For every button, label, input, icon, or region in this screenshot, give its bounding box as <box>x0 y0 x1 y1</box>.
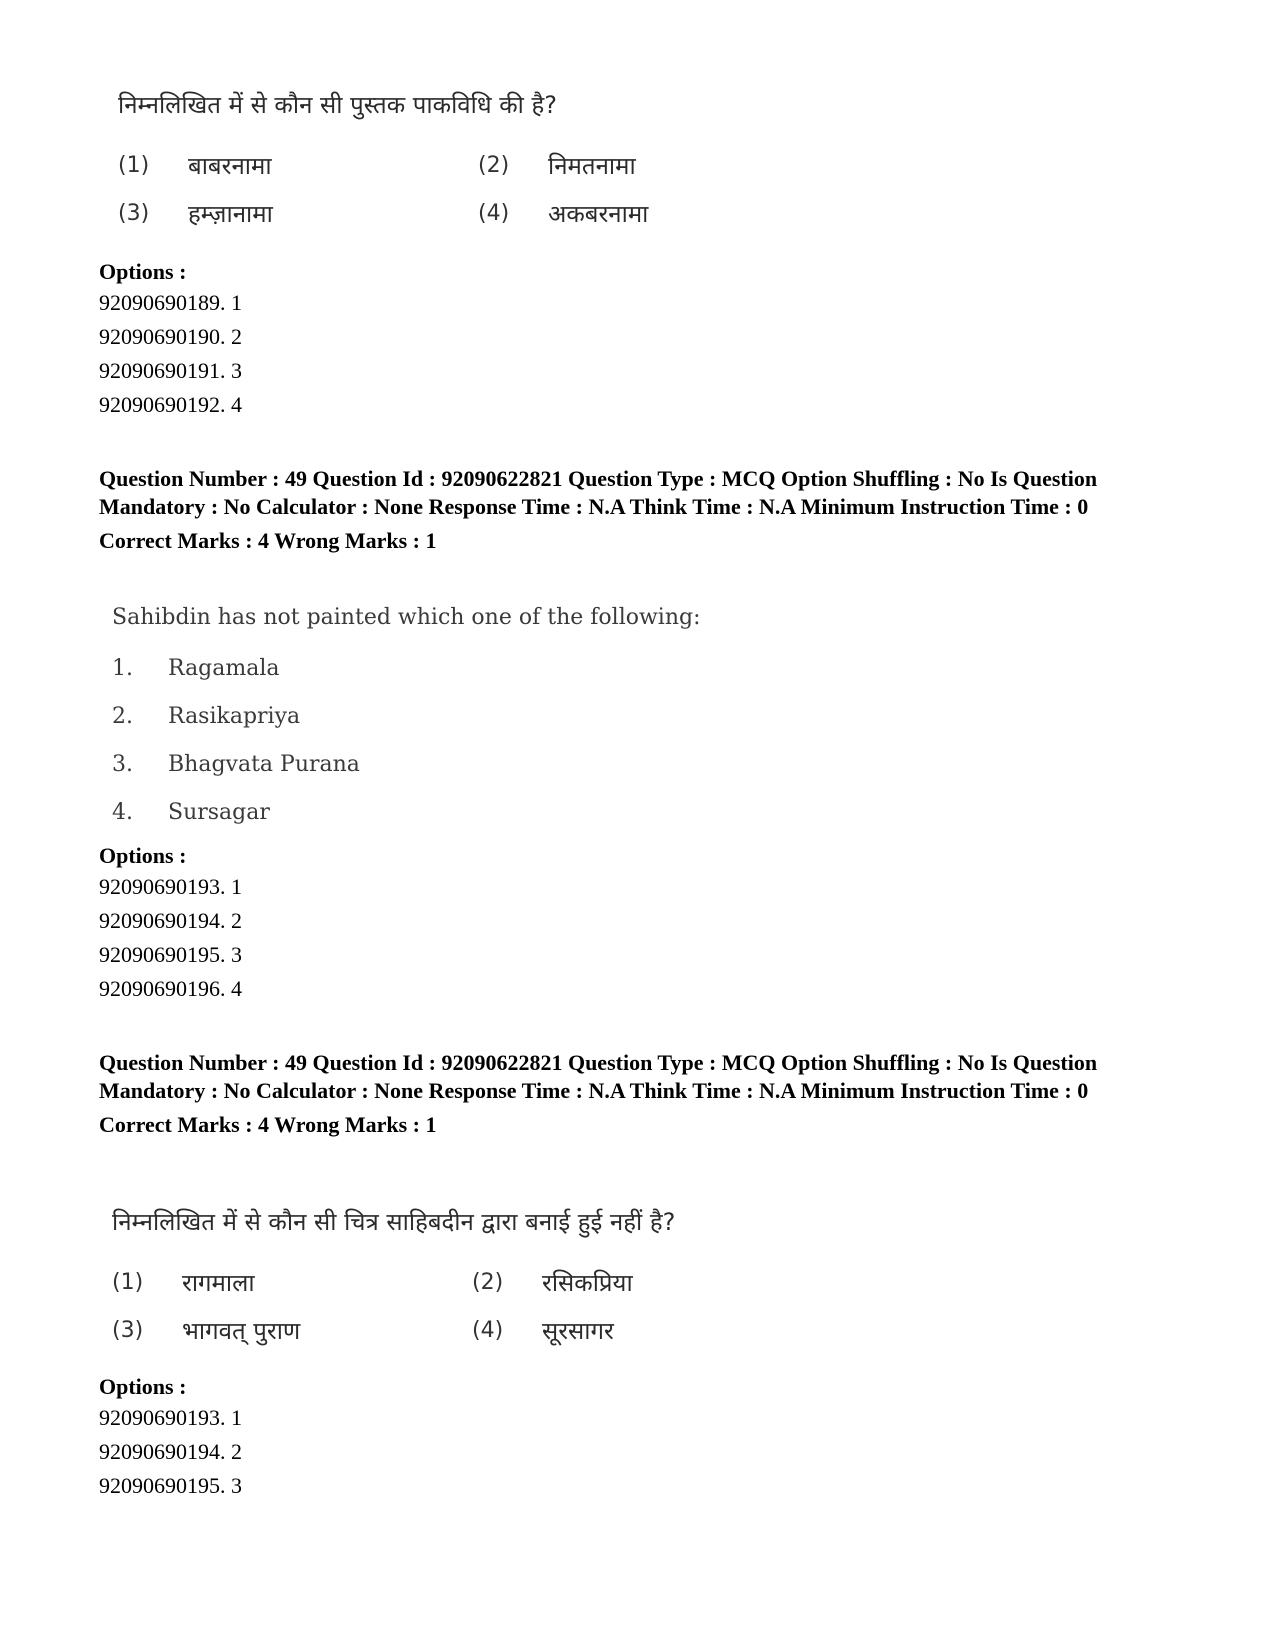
choice-label: रागमाला <box>182 1268 255 1297</box>
choice-row <box>118 141 838 189</box>
question-2-choices <box>112 644 701 836</box>
question-1-block <box>118 88 838 237</box>
choice-label: Rasikapriya <box>168 703 301 729</box>
option-line: 92090690195. 3 <box>99 1473 242 1498</box>
choice-item <box>112 1314 472 1347</box>
choice-item <box>112 788 701 836</box>
options-heading: Options : <box>99 259 187 284</box>
option-line: 92090690193. 1 <box>99 874 242 899</box>
option-line: 92090690189. 1 <box>99 290 242 315</box>
choice-item <box>472 1314 832 1347</box>
option-line: 92090690196. 4 <box>99 976 242 1001</box>
choice-label: Bhagvata Purana <box>168 751 360 777</box>
option-line: 92090690194. 2 <box>99 908 242 933</box>
choice-item <box>112 692 701 740</box>
choice-number: 1. <box>112 655 133 681</box>
question-marks: Correct Marks : 4 Wrong Marks : 1 <box>99 1112 437 1137</box>
choice-label: सूरसागर <box>542 1316 614 1345</box>
option-line: 92090690192. 4 <box>99 392 242 417</box>
question-2-text: Sahibdin has not painted which one of the following: <box>112 605 701 630</box>
choice-item <box>118 197 478 230</box>
question-1-choices <box>118 141 838 237</box>
question-1-options <box>99 258 1179 422</box>
question-3-options <box>99 1373 1179 1503</box>
choice-number: (1) <box>112 1269 144 1295</box>
option-line: 92090690194. 2 <box>99 1439 242 1464</box>
choice-number: (3) <box>112 1317 144 1343</box>
choice-label: निमतनामा <box>548 151 636 180</box>
question-3-meta-block <box>99 1049 1179 1139</box>
choice-label: रसिकप्रिया <box>542 1268 633 1297</box>
question-2-meta-block <box>99 465 1179 555</box>
choice-number: 4. <box>112 799 133 825</box>
choice-number: (4) <box>472 1317 504 1343</box>
option-line: 92090690195. 3 <box>99 942 242 967</box>
choice-item <box>118 149 478 182</box>
choice-label: Ragamala <box>168 655 280 681</box>
options-heading: Options : <box>99 843 187 868</box>
question-1-text: निम्नलिखित में से कौन सी पुस्तक पाकविधि की है? <box>118 91 558 119</box>
option-line: 92090690193. 1 <box>99 1405 242 1430</box>
question-3-choices <box>112 1258 832 1354</box>
choice-label: हम्ज़ानामा <box>188 199 273 228</box>
choice-item <box>112 1266 472 1299</box>
question-3-text: निम्नलिखित में से कौन सी चित्र साहिबदीन द्वारा बनाई हुई नहीं है? <box>112 1208 676 1236</box>
choice-label: Sursagar <box>168 799 270 825</box>
choice-number: (2) <box>472 1269 504 1295</box>
choice-number: (4) <box>478 200 510 226</box>
choice-row <box>112 1258 832 1306</box>
question-meta: Question Number : 49 Question Id : 92090622821 Question Type : MCQ Option Shuffling : No Is Question Mandatory : No Calculator : None Response Time : N.A Think Time : N.A Minimum Instruction Time : 0 <box>99 1050 1098 1103</box>
choice-row <box>112 1306 832 1354</box>
question-marks: Correct Marks : 4 Wrong Marks : 1 <box>99 528 437 553</box>
option-line: 92090690190. 2 <box>99 324 242 349</box>
choice-row <box>118 189 838 237</box>
question-3-block <box>112 1205 832 1354</box>
choice-number: 2. <box>112 703 133 729</box>
choice-number: (1) <box>118 152 150 178</box>
choice-item <box>112 740 701 788</box>
choice-item <box>472 1266 832 1299</box>
choice-number: (2) <box>478 152 510 178</box>
choice-number: (3) <box>118 200 150 226</box>
question-meta: Question Number : 49 Question Id : 92090622821 Question Type : MCQ Option Shuffling : No Is Question Mandatory : No Calculator : None Response Time : N.A Think Time : N.A Minimum Instruction Time : 0 <box>99 466 1098 519</box>
choice-label: भागवत् पुराण <box>182 1316 301 1345</box>
choice-item <box>478 149 838 182</box>
choice-item <box>478 197 838 230</box>
question-2-options <box>99 842 1179 1006</box>
option-line: 92090690191. 3 <box>99 358 242 383</box>
options-heading: Options : <box>99 1374 187 1399</box>
choice-label: बाबरनामा <box>188 151 272 180</box>
choice-number: 3. <box>112 751 133 777</box>
choice-item <box>112 644 701 692</box>
choice-label: अकबरनामा <box>548 199 649 228</box>
question-2-block <box>112 605 701 836</box>
